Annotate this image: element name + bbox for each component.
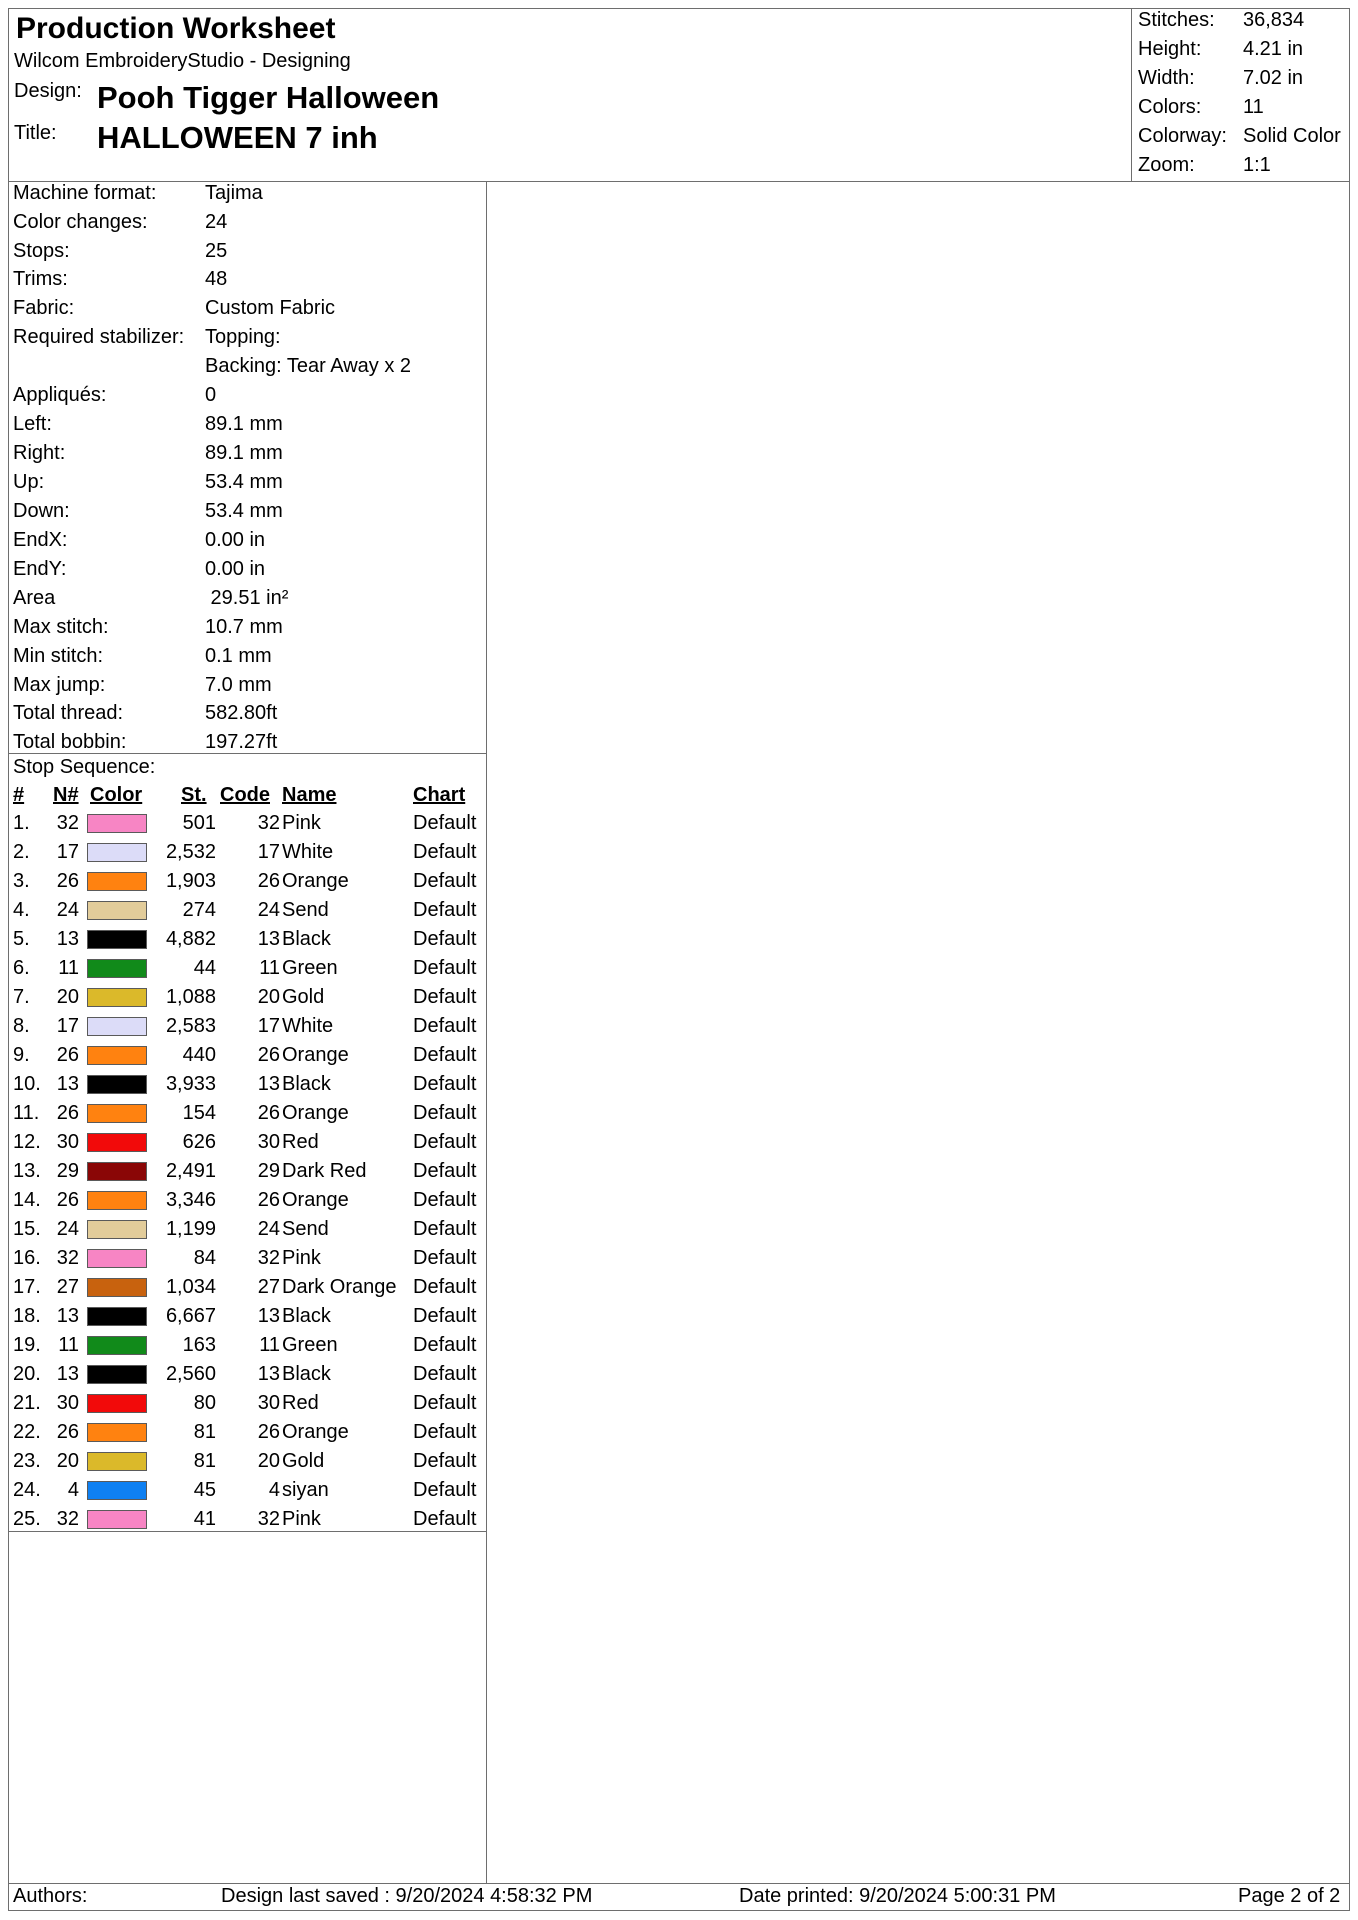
thread-name: Gold [282,1450,325,1472]
stop-row [8,1131,486,1160]
column-header-name: Name [282,784,337,806]
summary-label: Stitches: [1138,9,1215,31]
info-value: 0.00 in [205,558,266,580]
stitch-count: 2,560 [165,1363,216,1385]
thread-chart: Default [413,1363,477,1385]
needle-number: 26 [56,870,79,892]
thread-name: Orange [282,1044,349,1066]
thread-chart: Default [413,812,477,834]
page-number: Page 2 of 2 [1238,1885,1341,1907]
thread-chart: Default [413,986,477,1008]
needle-number: 26 [56,1189,79,1211]
thread-chart: Default [413,1421,477,1443]
summary-value: 1:1 [1243,154,1271,176]
stop-sequence-label: Stop Sequence: [13,756,156,778]
info-value: Topping: [205,326,281,348]
needle-number: 29 [56,1160,79,1182]
stop-index: 4. [13,899,30,921]
stop-row [8,928,486,957]
color-swatch [87,1162,147,1181]
needle-number: 13 [56,928,79,950]
thread-chart: Default [413,1015,477,1037]
stop-index: 23. [13,1450,41,1472]
thread-chart: Default [413,957,477,979]
stop-row [8,1160,486,1189]
needle-number: 32 [56,812,79,834]
info-label: Total bobbin: [13,731,127,753]
stop-row [8,1334,486,1363]
thread-name: Dark Orange [282,1276,397,1298]
color-swatch [87,1365,147,1384]
stitch-count: 1,199 [165,1218,216,1240]
thread-name: Send [282,1218,329,1240]
thread-chart: Default [413,1218,477,1240]
thread-chart: Default [413,841,477,863]
stop-index: 13. [13,1160,41,1182]
needle-number: 11 [58,1334,79,1356]
color-swatch [87,814,147,833]
stop-index: 18. [13,1305,41,1327]
stitch-count: 2,583 [165,1015,216,1037]
thread-code: 13 [257,1305,280,1327]
thread-name: Send [282,899,329,921]
stitch-count: 4,882 [165,928,216,950]
thread-name: Red [282,1131,319,1153]
thread-name: White [282,1015,334,1037]
thread-chart: Default [413,1247,477,1269]
stop-row [8,1102,486,1131]
info-value: 29.51 in² [205,587,289,609]
thread-chart: Default [413,1189,477,1211]
stop-index: 19. [13,1334,41,1356]
column-header-code: Code [220,784,270,806]
thread-chart: Default [413,1044,477,1066]
thread-code: 26 [257,1102,280,1124]
color-swatch [87,1278,147,1297]
summary-value: 4.21 in [1243,38,1304,60]
thread-code: 30 [257,1392,280,1414]
stitch-count: 1,034 [165,1276,216,1298]
thread-name: Black [282,1305,331,1327]
thread-code: 29 [257,1160,280,1182]
thread-code: 27 [257,1276,280,1298]
thread-name: Orange [282,1102,349,1124]
thread-chart: Default [413,1160,477,1182]
stitch-count: 274 [182,899,216,921]
thread-chart: Default [413,1131,477,1153]
stop-index: 6. [13,957,30,979]
info-value: 53.4 mm [205,500,283,522]
info-label: Stops: [13,240,70,262]
stop-index: 20. [13,1363,41,1385]
stop-row [8,1276,486,1305]
needle-number: 4 [67,1479,79,1501]
thread-code: 32 [257,812,280,834]
summary-label: Height: [1138,38,1202,60]
design-summary [1131,8,1350,181]
info-label: Max jump: [13,674,106,696]
stop-row [8,1218,486,1247]
stop-row [8,1247,486,1276]
thread-code: 24 [257,1218,280,1240]
stitch-count: 154 [182,1102,216,1124]
stop-index: 15. [13,1218,41,1240]
info-value: 0.1 mm [205,645,272,667]
info-label: Color changes: [13,211,148,233]
stop-row [8,1421,486,1450]
stitch-count: 45 [193,1479,216,1501]
stitch-count: 163 [182,1334,216,1356]
title-label: Title: [14,122,57,144]
thread-code: 20 [257,986,280,1008]
color-swatch [87,1394,147,1413]
authors-label: Authors: [13,1885,88,1907]
color-swatch [87,1510,147,1529]
info-value: 25 [205,240,228,262]
stop-row [8,1044,486,1073]
stitch-count: 501 [182,812,216,834]
stop-index: 2. [13,841,30,863]
info-value: 0.00 in [205,529,266,551]
info-value: 10.7 mm [205,616,283,638]
needle-number: 17 [56,841,79,863]
info-value: Custom Fabric [205,297,336,319]
info-value: Tajima [205,182,263,204]
stop-index: 9. [13,1044,30,1066]
needle-number: 24 [56,899,79,921]
summary-value: Solid Color [1243,125,1341,147]
thread-code: 26 [257,870,280,892]
color-swatch [87,1075,147,1094]
thread-code: 30 [257,1131,280,1153]
color-swatch [87,1336,147,1355]
info-value: 0 [205,384,217,406]
needle-number: 30 [56,1131,79,1153]
needle-number: 26 [56,1421,79,1443]
needle-number: 26 [56,1102,79,1124]
stop-index: 11. [13,1102,40,1124]
info-label: Max stitch: [13,616,109,638]
column-header-needle: N# [53,784,79,806]
stitch-count: 44 [193,957,216,979]
needle-number: 13 [56,1073,79,1095]
stop-index: 5. [13,928,30,950]
thread-chart: Default [413,1334,477,1356]
needle-number: 13 [56,1363,79,1385]
info-value: 197.27ft [205,731,278,753]
thread-name: Red [282,1392,319,1414]
thread-chart: Default [413,1392,477,1414]
info-value: 582.80ft [205,702,278,724]
color-swatch [87,901,147,920]
thread-name: Orange [282,870,349,892]
color-swatch [87,1133,147,1152]
needle-number: 20 [56,1450,79,1472]
stop-row [8,899,486,928]
info-value: 89.1 mm [205,413,283,435]
info-label: Machine format: [13,182,157,204]
stitch-count: 6,667 [165,1305,216,1327]
summary-label: Width: [1138,67,1195,89]
thread-name: Green [282,1334,338,1356]
thread-name: White [282,841,334,863]
thread-chart: Default [413,899,477,921]
stop-index: 21. [13,1392,41,1414]
summary-value: 11 [1243,96,1264,118]
summary-value: 36,834 [1243,9,1305,31]
thread-chart: Default [413,928,477,950]
needle-number: 32 [56,1247,79,1269]
needle-number: 24 [56,1218,79,1240]
thread-code: 24 [257,899,280,921]
thread-code: 4 [268,1479,280,1501]
needle-number: 20 [56,986,79,1008]
software-name: Wilcom EmbroideryStudio - Designing [14,50,351,72]
color-swatch [87,1452,147,1471]
info-value: 48 [205,268,228,290]
summary-label: Zoom: [1138,154,1195,176]
info-value: 7.0 mm [205,674,272,696]
stop-row [8,1363,486,1392]
stitch-count: 80 [193,1392,216,1414]
thread-code: 26 [257,1189,280,1211]
thread-name: Orange [282,1189,349,1211]
worksheet-footer [8,1883,1350,1911]
color-swatch [87,1307,147,1326]
needle-number: 26 [56,1044,79,1066]
thread-code: 13 [257,1073,280,1095]
date-printed: Date printed: 9/20/2024 5:00:31 PM [739,1885,1056,1907]
stop-row [8,986,486,1015]
stitch-count: 2,491 [165,1160,216,1182]
info-label: Total thread: [13,702,124,724]
color-swatch [87,1481,147,1500]
stop-index: 14. [13,1189,41,1211]
summary-label: Colorway: [1138,125,1227,147]
thread-name: Pink [282,1508,321,1530]
stop-row [8,841,486,870]
thread-code: 26 [257,1421,280,1443]
needle-number: 27 [56,1276,79,1298]
info-label: Appliqués: [13,384,107,406]
info-label: Left: [13,413,52,435]
thread-code: 13 [257,1363,280,1385]
thread-name: Black [282,1073,331,1095]
color-swatch [87,1017,147,1036]
thread-name: Orange [282,1421,349,1443]
thread-chart: Default [413,1276,477,1298]
thread-code: 17 [257,1015,280,1037]
needle-number: 32 [56,1508,79,1530]
color-swatch [87,872,147,891]
info-label: Area [13,587,56,609]
stitch-count: 81 [193,1450,216,1472]
last-saved-date: Design last saved : 9/20/2024 4:58:32 PM [221,1885,593,1907]
summary-label: Colors: [1138,96,1202,118]
thread-chart: Default [413,870,477,892]
stop-row [8,1073,486,1102]
stop-row [8,1508,486,1537]
info-label: Right: [13,442,66,464]
thread-code: 11 [259,957,280,979]
color-swatch [87,843,147,862]
thread-name: Pink [282,812,321,834]
stop-index: 1. [13,812,30,834]
column-header-color: Color [90,784,143,806]
stitch-count: 84 [193,1247,216,1269]
info-value: 89.1 mm [205,442,283,464]
thread-code: 32 [257,1247,280,1269]
stop-row [8,1305,486,1334]
needle-number: 17 [56,1015,79,1037]
thread-code: 20 [257,1450,280,1472]
worksheet-header [8,8,1350,182]
stop-index: 3. [13,870,30,892]
info-value: 53.4 mm [205,471,283,493]
design-label: Design: [14,80,82,102]
stitch-count: 1,088 [165,986,216,1008]
color-swatch [87,1220,147,1239]
info-label: Up: [13,471,45,493]
needle-number: 11 [58,957,79,979]
thread-name: Black [282,1363,331,1385]
stop-index: 25. [13,1508,41,1530]
info-label: Required stabilizer: [13,326,185,348]
stop-row [8,1450,486,1479]
stitch-count: 3,346 [165,1189,216,1211]
thread-name: Gold [282,986,325,1008]
thread-code: 32 [257,1508,280,1530]
column-header-index: # [13,784,25,806]
info-value: Backing: Tear Away x 2 [205,355,412,377]
design-name: Pooh Tigger Halloween [97,80,440,115]
info-label: EndX: [13,529,68,551]
info-label: Min stitch: [13,645,104,667]
thread-chart: Default [413,1508,477,1530]
thread-name: Black [282,928,331,950]
color-swatch [87,1104,147,1123]
stitch-count: 41 [193,1508,216,1530]
section-divider [8,753,486,754]
stop-index: 8. [13,1015,30,1037]
info-label: Down: [13,500,70,522]
stitch-count: 2,532 [165,841,216,863]
section-divider [8,1531,486,1532]
worksheet-title: Production Worksheet [16,12,336,45]
stop-index: 17. [13,1276,41,1298]
stitch-count: 1,903 [165,870,216,892]
thread-chart: Default [413,1450,477,1472]
thread-code: 11 [259,1334,280,1356]
stop-row [8,870,486,899]
stop-index: 22. [13,1421,41,1443]
color-swatch [87,1046,147,1065]
color-swatch [87,1423,147,1442]
needle-number: 13 [56,1305,79,1327]
thread-code: 13 [257,928,280,950]
needle-number: 30 [56,1392,79,1414]
thread-chart: Default [413,1305,477,1327]
stop-row [8,812,486,841]
stop-row [8,1479,486,1508]
summary-value: 7.02 in [1243,67,1304,89]
info-value: 24 [205,211,228,233]
stitch-count: 626 [182,1131,216,1153]
thread-chart: Default [413,1102,477,1124]
color-swatch [87,930,147,949]
stop-index: 12. [13,1131,41,1153]
design-title: HALLOWEEN 7 inh [97,120,378,155]
thread-name: Green [282,957,338,979]
thread-name: Pink [282,1247,321,1269]
stop-row [8,1015,486,1044]
info-label: Trims: [13,268,68,290]
stop-row [8,1189,486,1218]
stop-index: 7. [13,986,30,1008]
stitch-count: 440 [182,1044,216,1066]
stitch-count: 81 [193,1421,216,1443]
thread-code: 17 [257,841,280,863]
stop-row [8,957,486,986]
color-swatch [87,988,147,1007]
stop-index: 16. [13,1247,41,1269]
column-header-stitches: St. [181,784,207,806]
stop-index: 10. [13,1073,41,1095]
thread-name: siyan [282,1479,329,1501]
column-header-chart: Chart [413,784,466,806]
color-swatch [87,1249,147,1268]
thread-chart: Default [413,1479,477,1501]
thread-chart: Default [413,1073,477,1095]
color-swatch [87,959,147,978]
stitch-count: 3,933 [165,1073,216,1095]
stop-row [8,1392,486,1421]
thread-code: 26 [257,1044,280,1066]
info-label: Fabric: [13,297,75,319]
thread-name: Dark Red [282,1160,367,1182]
details-panel [8,182,487,1883]
stop-index: 24. [13,1479,41,1501]
color-swatch [87,1191,147,1210]
info-label: EndY: [13,558,67,580]
